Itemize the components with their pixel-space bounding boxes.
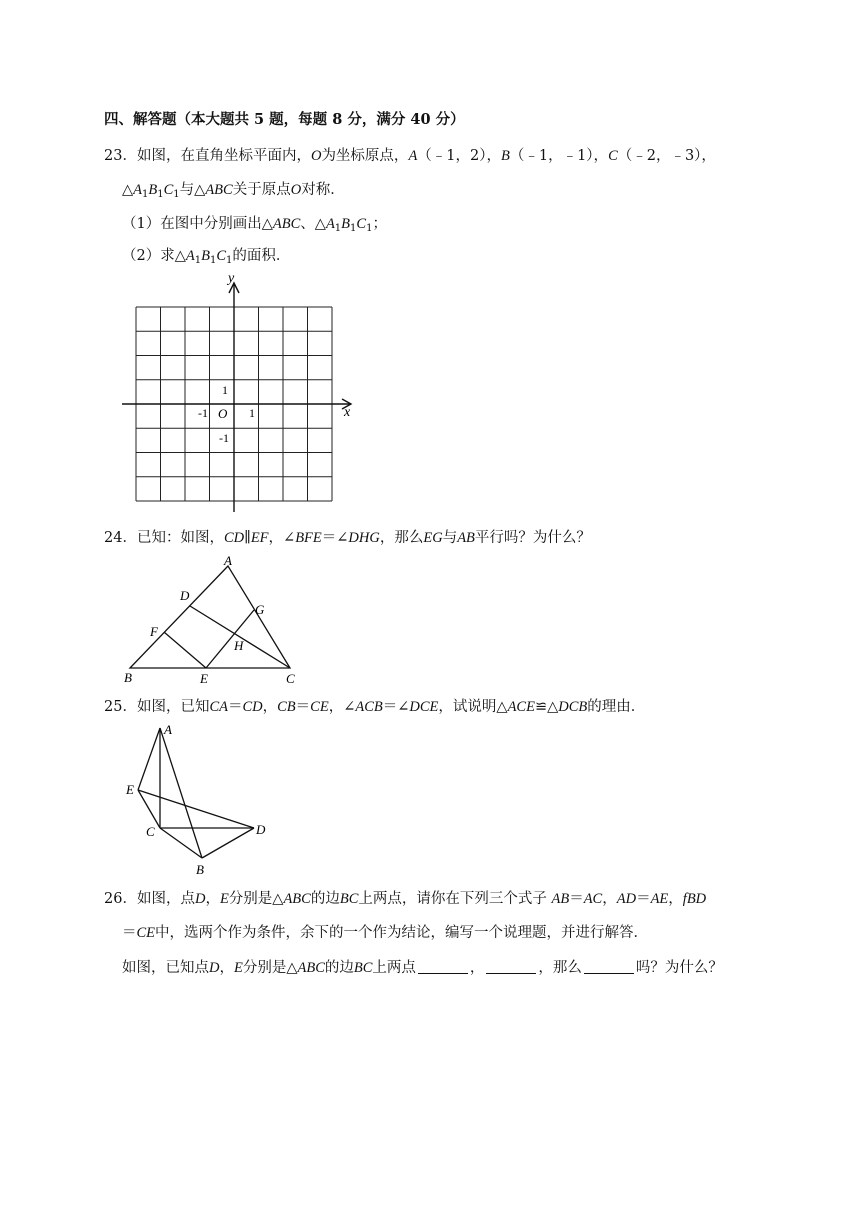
answer-blank-2[interactable] <box>486 959 536 974</box>
segment-dc <box>190 606 290 668</box>
q25-text: 25．如图，已知CA＝CD，CB＝CE，∠ACB＝∠DCE，试说明△ACE≌△DCB的理由． <box>104 699 646 715</box>
axes <box>122 283 351 512</box>
label-g: G <box>255 602 265 617</box>
answer-blank-3[interactable] <box>584 959 634 974</box>
label-a: A <box>224 553 232 568</box>
section-heading: 四、解答题（本大题共 5 题，每题 8 分，满分 40 分） <box>104 111 465 128</box>
segment-ab <box>160 728 202 858</box>
congruent-triangles-figure <box>118 718 278 880</box>
label-a: A <box>164 722 172 737</box>
coordinate-grid-figure <box>118 270 363 515</box>
tick-label-x-neg1: -1 <box>198 406 208 420</box>
label-d: D <box>256 822 266 837</box>
segment-ed <box>138 790 254 828</box>
label-d: D <box>180 588 190 603</box>
segment-eg <box>206 610 254 668</box>
label-f: F <box>150 624 158 639</box>
segment-bd <box>202 828 254 858</box>
q26-line2: ＝CE中，选两个作为条件，余下的一个作为结论，编写一个说理题，并进行解答． <box>122 925 649 941</box>
q23-line1: 23．如图，在直角坐标平面内，O为坐标原点，A（﹣1，2），B（﹣1，﹣1），C（﹣2，﹣3）， <box>104 148 716 164</box>
answer-blank-1[interactable] <box>418 959 468 974</box>
y-axis-label: y <box>228 271 235 286</box>
q23-subquestion-1: （1）在图中分别画出△ABC、$\triangle A_1B_1C_1$； <box>122 216 387 234</box>
tick-label-y-1: 1 <box>222 383 228 397</box>
q24-text: 24．已知：如图，CD∥EF，∠BFE＝∠DHG，那么EG与AB平行吗？为什么？ <box>104 530 591 546</box>
label-c: C <box>146 824 155 839</box>
segment-cb <box>160 828 202 858</box>
q26-line1: 26．如图，点D，E分别是△ABC的边BC上两点，请你在下列三个式子 AB＝AC，AD＝AE，fBD <box>104 891 707 907</box>
origin-label: O <box>218 406 228 421</box>
label-e: E <box>200 671 208 686</box>
label-e: E <box>126 782 134 797</box>
label-h: H <box>234 638 244 653</box>
x-axis-label: x <box>344 405 351 420</box>
segment-fe <box>164 632 206 668</box>
q26-line3: 如图，已知点D，E分别是△ABC的边BC上两点 ， ，那么 吗？为什么？ <box>122 960 723 976</box>
tick-label-x-1: 1 <box>249 406 255 420</box>
label-b: B <box>124 670 132 685</box>
label-c: C <box>286 671 295 686</box>
label-b: B <box>196 862 204 877</box>
triangle-parallel-figure <box>118 552 308 687</box>
q23-line2: $\triangle A_1B_1C_1$与△ABC关于原点O对称． <box>122 182 345 200</box>
tick-label-y-neg1: -1 <box>219 431 229 445</box>
q23-subquestion-2: （2）求$\triangle A_1B_1C_1$的面积． <box>122 248 291 266</box>
segment-ae <box>138 728 160 790</box>
